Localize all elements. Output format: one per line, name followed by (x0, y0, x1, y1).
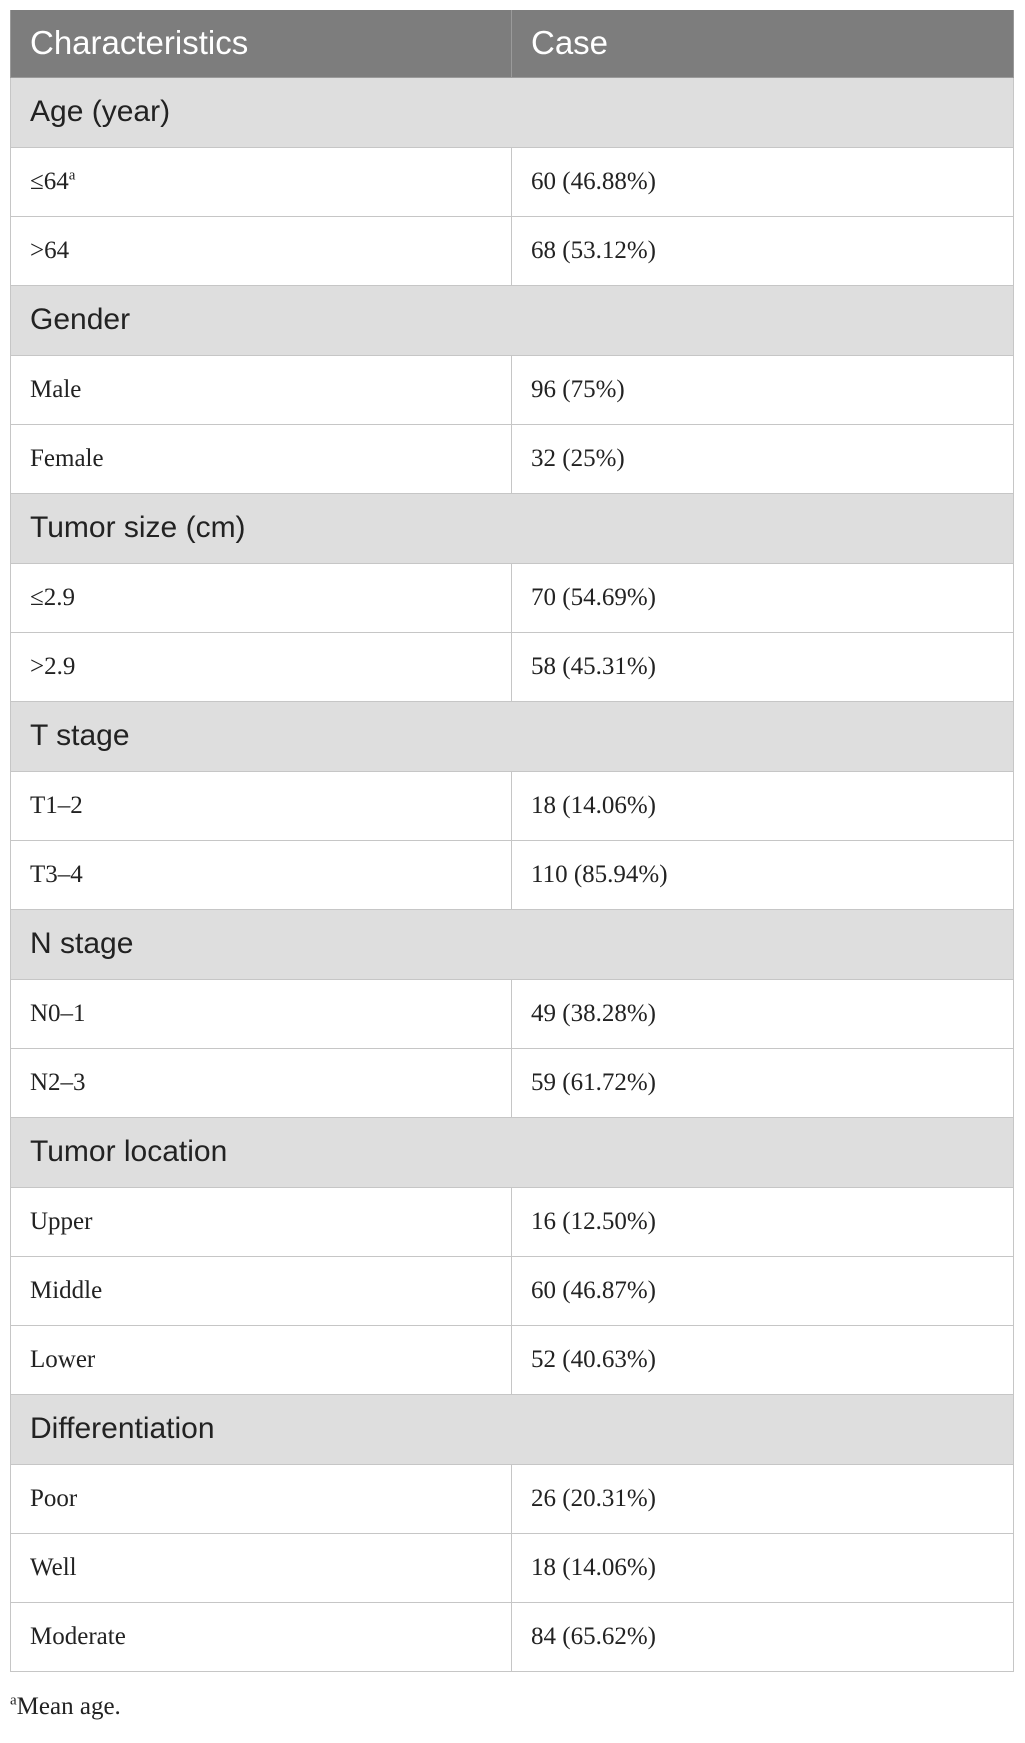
table-footnote (10, 1693, 121, 1721)
row-label: >2.9 (30, 652, 76, 680)
row-label: Middle (30, 1276, 103, 1304)
row-label-cell (11, 147, 512, 216)
row-value: 32 (25%) (512, 424, 1014, 493)
row-value: 59 (61.72%) (512, 1048, 1014, 1117)
group-header-row (11, 701, 1014, 771)
group-title: Tumor location (11, 1117, 1014, 1187)
table-row (11, 1187, 1014, 1256)
row-value: 26 (20.31%) (512, 1464, 1014, 1533)
row-label: N0–1 (30, 999, 86, 1027)
footnote-marker: a (10, 1692, 17, 1709)
table-row (11, 216, 1014, 285)
row-label-cell (11, 840, 512, 909)
row-label: Lower (30, 1345, 96, 1373)
group-title: Differentiation (11, 1394, 1014, 1464)
group-title: T stage (11, 701, 1014, 771)
row-value: 49 (38.28%) (512, 979, 1014, 1048)
row-label-cell (11, 1187, 512, 1256)
group-title: N stage (11, 909, 1014, 979)
row-value: 70 (54.69%) (512, 563, 1014, 632)
group-title: Gender (11, 285, 1014, 355)
table-body (11, 77, 1014, 1671)
header-case: Case (512, 10, 1014, 77)
table-row (11, 1602, 1014, 1671)
characteristics-table (10, 10, 1014, 1672)
row-value: 110 (85.94%) (512, 840, 1014, 909)
row-value: 18 (14.06%) (512, 771, 1014, 840)
row-label: ≤2.9 (30, 583, 75, 611)
row-label: Well (30, 1553, 77, 1581)
row-label-cell (11, 216, 512, 285)
group-header-row (11, 1117, 1014, 1187)
footnote-marker: a (68, 167, 76, 184)
table-row (11, 771, 1014, 840)
row-label-cell (11, 355, 512, 424)
row-label-cell (11, 1602, 512, 1671)
row-label: T1–2 (30, 791, 83, 819)
row-value: 52 (40.63%) (512, 1325, 1014, 1394)
group-header-row (11, 1394, 1014, 1464)
table-row (11, 355, 1014, 424)
row-label: Male (30, 375, 82, 403)
group-header-row (11, 77, 1014, 147)
group-title: Age (year) (11, 77, 1014, 147)
row-label-cell (11, 632, 512, 701)
row-label-cell (11, 1256, 512, 1325)
row-label-cell (11, 424, 512, 493)
row-label-cell (11, 1533, 512, 1602)
table-row (11, 1464, 1014, 1533)
row-label: >64 (30, 236, 70, 264)
row-label: Poor (30, 1484, 78, 1512)
row-label: N2–3 (30, 1068, 86, 1096)
row-label-cell (11, 1464, 512, 1533)
row-value: 84 (65.62%) (512, 1602, 1014, 1671)
row-value: 16 (12.50%) (512, 1187, 1014, 1256)
row-label-cell (11, 771, 512, 840)
row-label: Moderate (30, 1622, 126, 1650)
row-value: 58 (45.31%) (512, 632, 1014, 701)
characteristics-table-container (10, 10, 1013, 1672)
row-label: T3–4 (30, 860, 83, 888)
footnote-text: Mean age. (16, 1693, 121, 1720)
header-characteristics: Characteristics (11, 10, 512, 77)
table-row (11, 632, 1014, 701)
row-value: 18 (14.06%) (512, 1533, 1014, 1602)
table-row (11, 424, 1014, 493)
table-row (11, 840, 1014, 909)
table-row (11, 147, 1014, 216)
row-label-cell (11, 563, 512, 632)
table-row (11, 1325, 1014, 1394)
row-value: 60 (46.88%) (512, 147, 1014, 216)
row-value: 68 (53.12%) (512, 216, 1014, 285)
row-label: Female (30, 444, 104, 472)
row-label-cell (11, 1048, 512, 1117)
table-row (11, 1048, 1014, 1117)
table-header-row (11, 10, 1014, 77)
group-title: Tumor size (cm) (11, 493, 1014, 563)
row-value: 96 (75%) (512, 355, 1014, 424)
group-header-row (11, 909, 1014, 979)
table-row (11, 1533, 1014, 1602)
table-row (11, 979, 1014, 1048)
group-header-row (11, 493, 1014, 563)
row-label-cell (11, 1325, 512, 1394)
group-header-row (11, 285, 1014, 355)
table-row (11, 1256, 1014, 1325)
row-label: Upper (30, 1207, 93, 1235)
row-label: ≤64 (30, 167, 69, 195)
table-row (11, 563, 1014, 632)
row-value: 60 (46.87%) (512, 1256, 1014, 1325)
row-label-cell (11, 979, 512, 1048)
